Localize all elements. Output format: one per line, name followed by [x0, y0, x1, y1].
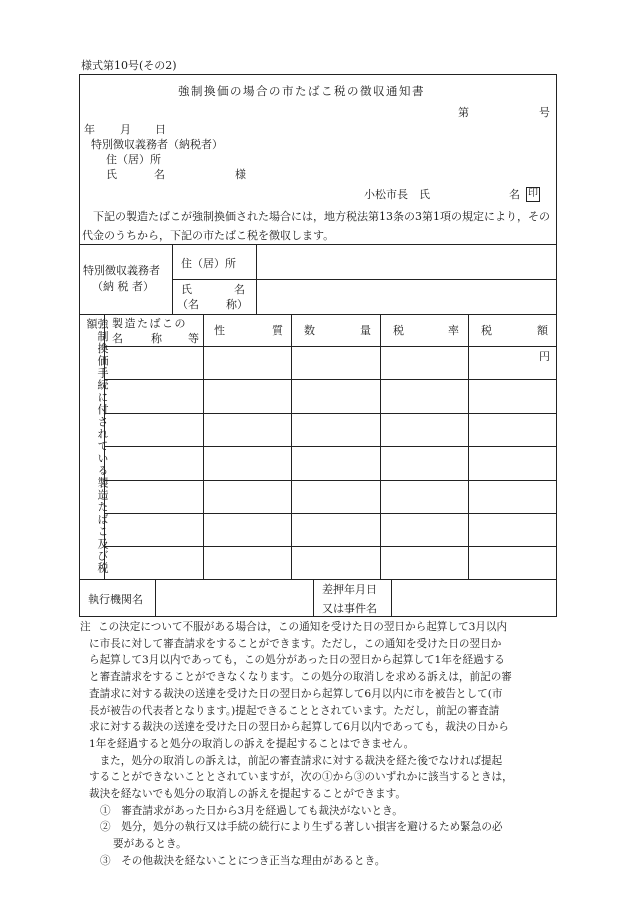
obligor-label-line2: （納 税 者）	[92, 280, 154, 293]
notes-item-num: ②	[100, 821, 111, 834]
header-divider	[79, 244, 557, 245]
notes-line: することができないこととされていますが，次の①から③のいずれかに該当するときは，	[89, 771, 513, 784]
col-rate-a: 税	[393, 324, 404, 337]
obligor-divider	[172, 279, 557, 280]
col-amount-a: 税	[481, 324, 492, 337]
col-nature-a: 性	[214, 324, 225, 337]
seal-mark: 印	[526, 187, 540, 202]
issuer-name: 小松市長 氏	[364, 188, 430, 201]
table-row-line-5	[104, 513, 557, 514]
seizure-label-line1: 差押年月日	[322, 583, 377, 596]
notes-item-2-cont: 要があるとき。	[113, 838, 187, 851]
recipient-address-label: 住（居）所	[106, 153, 161, 166]
col-qty-a: 数	[304, 324, 315, 337]
obligor-name-label-a2: 名	[234, 283, 245, 296]
obligor-name-label-b1: （名	[177, 298, 199, 311]
table-row-line-1	[104, 379, 557, 380]
executing-agency-label: 執行機関名	[88, 593, 143, 606]
table-header-divider	[104, 346, 557, 347]
table-side-label: 強制換価手続に付されている製造たばこ及び税額	[85, 318, 109, 575]
notes-item-num: ③	[100, 854, 111, 867]
notes-line: 求に対する裁決の送達を受けた日の翌日から起算して6月以内であっても，裁決の日から	[89, 721, 509, 734]
notes-line: また，処分の取消しの訴えは，前記の審査請求に対する裁決を経た後でなければ提起	[89, 754, 503, 767]
col-name-line1: 製造たばこの	[112, 317, 187, 330]
notes-body	[82, 619, 552, 870]
col-nature-b: 質	[272, 324, 283, 337]
obligor-address-label: 住（居）所	[181, 257, 236, 270]
obligor-vline-1	[172, 244, 173, 314]
notes-item-1	[82, 803, 552, 820]
notes-line: ら起算して3月以内であっても，この処分があった日の翌日から起算して1年を経過する	[89, 654, 505, 667]
bottom-vline-3	[391, 579, 392, 617]
table-row-line-3	[104, 446, 557, 447]
bottom-vline-2	[313, 579, 314, 617]
table-row-line-6	[104, 546, 557, 547]
seizure-label-line2: 又は事件名	[322, 602, 377, 615]
recipient-name-label-2: 名	[154, 168, 165, 181]
table-row-line-2	[104, 413, 557, 414]
date-day: 日	[155, 123, 166, 136]
notes-line: に市長に対して審査請求をすることができます。ただし，この通知を受けた日の翌日か	[89, 637, 502, 650]
col-name-line2c: 等	[188, 332, 199, 345]
obligor-name-label-b2: 称）	[226, 298, 248, 311]
notes-line: 1年を経過すると処分の取消しの訴えを提起することはできません。	[89, 737, 415, 750]
number-dai: 第	[458, 106, 469, 119]
obligor-name-label-a1: 氏	[181, 283, 192, 296]
col-amount-b: 額	[537, 324, 548, 337]
recipient-label: 特別徴収義務者（納税者）	[91, 138, 223, 151]
notes-line: 裁決を経ないでも処分の取消しの訴えを提起することができます。	[89, 788, 406, 801]
notes-item-2	[82, 819, 552, 836]
obligor-label-line1: 特別徴収義務者	[83, 264, 160, 277]
notes-mark: 注	[80, 621, 91, 633]
col-name-line2b: 称	[151, 332, 162, 345]
form-number: 様式第10号(その2)	[81, 59, 177, 72]
document-title: 強制換価の場合の市たばこ税の徴収通知書	[178, 84, 425, 98]
date-month: 月	[120, 123, 131, 136]
notes-item-text: その他裁決を経ないことにつき正当な理由があるとき。	[121, 854, 386, 867]
bottom-vline-1	[155, 579, 156, 617]
col-qty-b: 量	[360, 324, 371, 337]
date-year: 年	[84, 123, 95, 136]
recipient-sama: 様	[235, 168, 246, 181]
col-rate-b: 率	[448, 324, 459, 337]
table-bottom-divider	[79, 579, 557, 580]
notes-item-text: 審査請求があった日から3月を経過しても裁決がないとき。	[121, 804, 403, 817]
notes-line: と審査請求をすることができなくなります。この処分の取消しを求める訴えは，前記の審	[89, 671, 512, 684]
notes-item-3	[82, 853, 552, 870]
notes-line: 長が被告の代表者となります。)提起できることとされています。ただし，前記の審査請	[89, 704, 500, 717]
obligor-bottom-divider	[79, 314, 557, 315]
number-go: 号	[539, 106, 550, 119]
notes-item-num: ①	[100, 804, 111, 817]
col-name-line2a: 名	[112, 332, 123, 345]
table-row-line-4	[104, 480, 557, 481]
body-text: 下記の製造たばこが強制換価された場合には，地方税法第13条の3第1項の規定により，その代金のうちから，下記の市たばこ税を徴収します。	[82, 210, 550, 242]
issuer-mei: 名	[509, 188, 520, 201]
obligor-vline-2	[256, 244, 257, 314]
recipient-name-label-1: 氏	[106, 168, 117, 181]
amount-unit: 円	[539, 350, 550, 363]
notes-line: この決定について不服がある場合は，この通知を受けた日の翌日から起算して3月以内	[98, 621, 508, 633]
notes-item-text: 処分，処分の執行又は手続の続行により生ずる著しい損害を避けるため緊急の必	[121, 821, 503, 834]
notes-line: 査請求に対する裁決の送達を受けた日の翌日から起算して6月以内に市を被告として(市	[89, 687, 503, 700]
